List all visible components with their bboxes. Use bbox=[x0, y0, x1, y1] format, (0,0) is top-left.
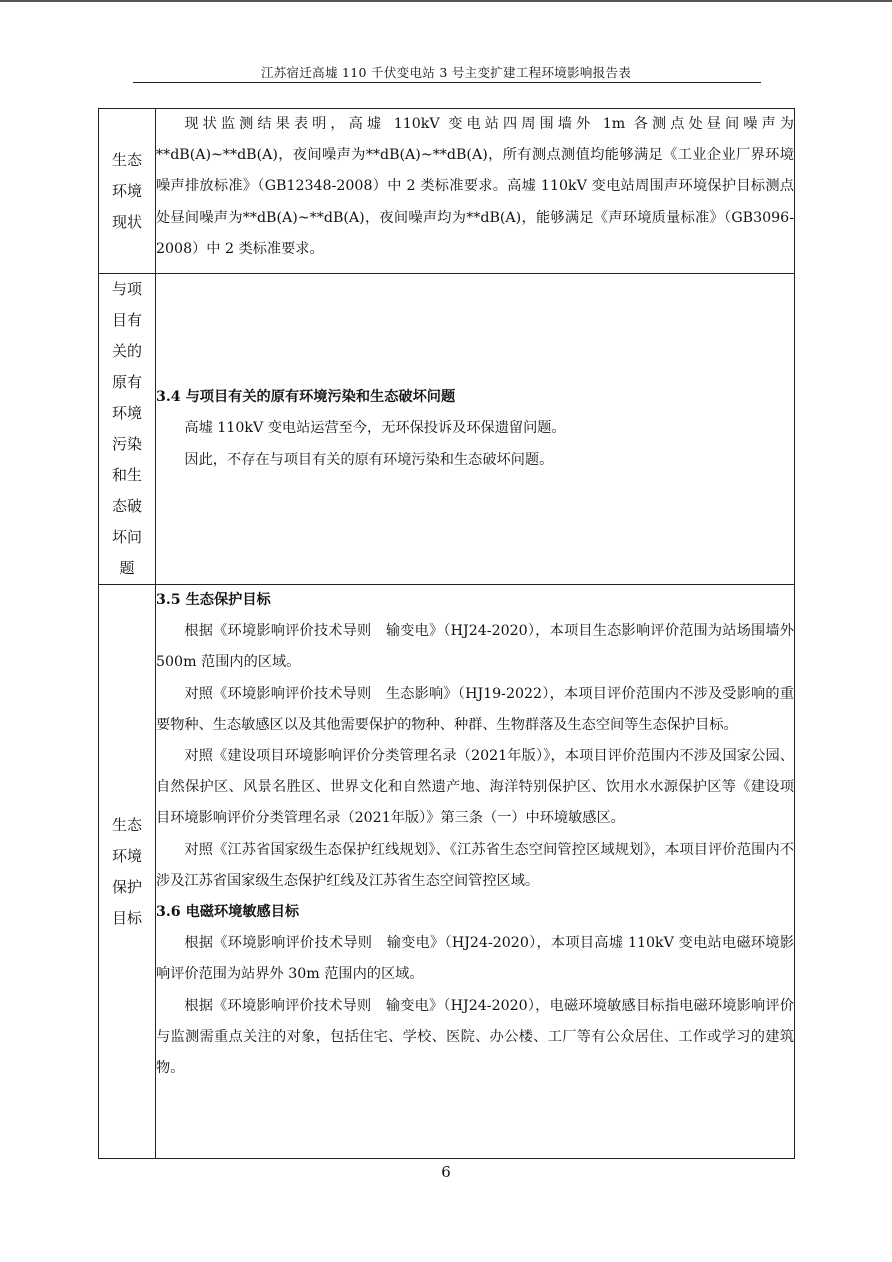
table-row-existing-pollution bbox=[99, 274, 795, 585]
row-label: 生态环境保护目标 bbox=[111, 815, 142, 927]
paragraph: 对照《江苏省国家级生态保护红线规划》、《江苏省生态空间管控区域规划》，本项目评价范围内不涉及江苏省国家级生态保护红线及江苏省生态空间管控区域。 bbox=[156, 841, 794, 889]
paragraph: 根据《环境影响评价技术导则 输变电》（HJ24-2020），本项目高墟 110kV 变电站电磁环境影响评价范围为站界外 30m 范围内的区域。 bbox=[156, 935, 794, 983]
row-label: 生态环境现状 bbox=[111, 150, 142, 231]
section-heading: 3.6 电磁环境敏感目标 bbox=[156, 904, 300, 921]
table-row-protection-targets bbox=[99, 585, 795, 1159]
row-label-cell bbox=[99, 274, 156, 585]
row-content-cell bbox=[156, 585, 795, 1159]
header-rule bbox=[133, 82, 761, 83]
row-label: 与项目有关的原有环境污染和生态破坏问题 bbox=[111, 280, 142, 577]
section-heading: 3.4 与项目有关的原有环境污染和生态破坏问题 bbox=[156, 389, 456, 406]
row-label-cell bbox=[99, 585, 156, 1159]
section-heading: 3.5 生态保护目标 bbox=[156, 592, 271, 608]
paragraph: 现状监测结果表明，高墟 110kV 变电站四周围墙外 1m 各测点处昼间噪声为**dB(A)~**dB(A)，夜间噪声为**dB(A)~**dB(A)，所有测点测值均能够满足《工业企业厂界环境噪声排放标准》（GB12348-2008）中 2 类标准要求。高墟 110kV 变电站周围声环境保护目标测点处昼间噪声为**dB(A)~**dB(A)，夜间噪声均为**dB(A)，能够满足《声环境质量标准》（GB3096-2008）中 2 类标准要求。 bbox=[156, 116, 794, 257]
row-content-cell bbox=[156, 274, 795, 585]
table-row-ecology-status bbox=[99, 109, 795, 274]
paragraph: 对照《建设项目环境影响评价分类管理名录（2021年版）》，本项目评价范围内不涉及国家公园、自然保护区、风景名胜区、世界文化和自然遗产地、海洋特别保护区、饮用水水源保护区等《建设项目环境影响评价分类管理名录（2021年版）》第三条（一）中环境敏感区。 bbox=[156, 748, 794, 827]
page-header-title: 江苏宿迁高墟 110 千伏变电站 3 号主变扩建工程环境影响报告表 bbox=[260, 65, 632, 80]
paragraph: 因此，不存在与项目有关的原有环境污染和生态破坏问题。 bbox=[184, 451, 554, 468]
paragraph: 对照《环境影响评价技术导则 生态影响》（HJ19-2022），本项目评价范围内不涉及受影响的重要物种、生态敏感区以及其他需要保护的物种、种群、生物群落及生态空间等生态保护目标。 bbox=[156, 685, 794, 733]
row-label-cell bbox=[99, 109, 156, 274]
paragraph: 高墟 110kV 变电站运营至今，无环保投诉及环保遗留问题。 bbox=[184, 420, 566, 437]
top-border-line bbox=[0, 0, 892, 2]
paragraph: 根据《环境影响评价技术导则 输变电》（HJ24-2020），电磁环境敏感目标指电磁环境影响评价与监测需重点关注的对象，包括住宅、学校、医院、办公楼、工厂等有公众居住、工作或学习的建筑物。 bbox=[156, 997, 794, 1077]
row-content-cell bbox=[156, 109, 795, 274]
page-number: 6 bbox=[441, 1163, 451, 1181]
paragraph: 根据《环境影响评价技术导则 输变电》（HJ24-2020），本项目生态影响评价范围为站场围墙外 500m 范围内的区域。 bbox=[156, 623, 794, 671]
report-table bbox=[98, 108, 795, 1159]
